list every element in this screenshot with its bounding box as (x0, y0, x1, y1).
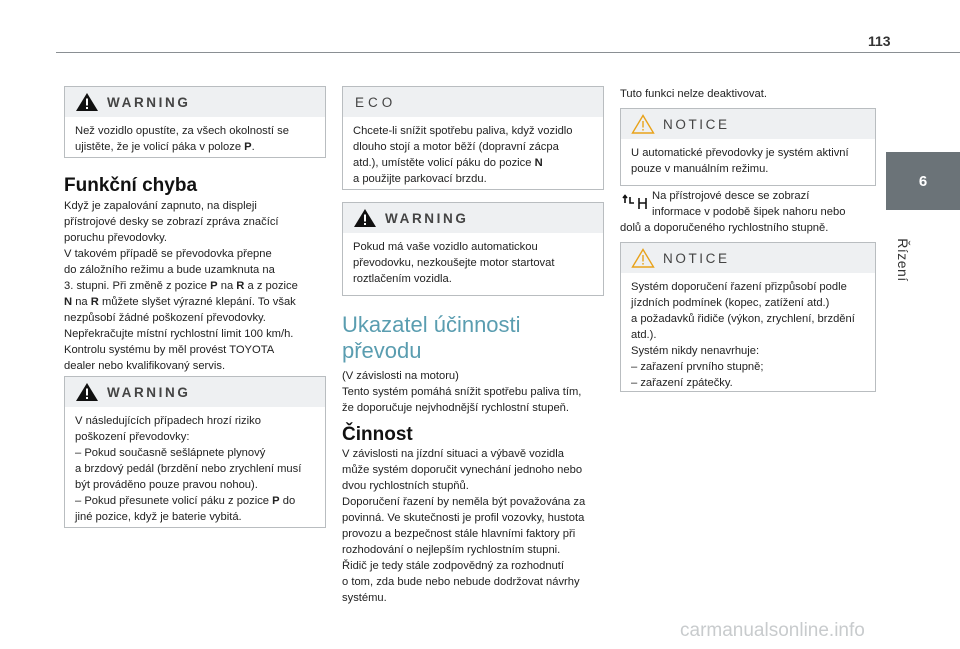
warning-header (343, 203, 603, 233)
icon-paragraph (652, 188, 884, 220)
warning-box-2 (64, 376, 326, 528)
warning-text (65, 117, 325, 163)
text-line: V závislosti na jízdní situaci a výbavě vozidla (342, 448, 564, 460)
page-number: 113 (868, 33, 891, 49)
text-line: a požadavků řidiče (výkon, zrychlení, brzdění (631, 313, 855, 325)
warning-header (65, 377, 325, 407)
text-line: poruchu převodovky. (64, 232, 168, 244)
text-line: Pokud má vaše vozidlo automatickou (353, 241, 538, 253)
text-line: jiné pozice, když je baterie vybitá. (75, 511, 242, 523)
text-line: Řidič je tedy stále zodpovědný za rozhodnutí (342, 560, 565, 572)
text-line: Doporučení řazení by neměla být považována za (342, 496, 586, 508)
text-line: poškození převodovky: (75, 431, 190, 443)
notice-text (621, 139, 875, 185)
notice-triangle-icon (631, 248, 655, 268)
notice-title: NOTICE (663, 116, 730, 132)
text-line: atd.), umístěte volicí páku do pozice N (353, 157, 543, 169)
text-line: – zařazení prvního stupně; (631, 361, 764, 373)
text-line: nezpůsobí žádné poškození převodovky. (64, 312, 266, 324)
notice-title: NOTICE (663, 250, 730, 266)
text-line: Nepřekračujte místní rychlostní limit 100 km/h. (64, 328, 294, 340)
text-line: dlouho stojí a motor běží (dopravní zácpa (353, 141, 559, 153)
heading-cinnost: Činnost (342, 424, 413, 445)
text-line: Než vozidlo opustíte, za všech okolností se (75, 125, 289, 137)
warning-triangle-icon (75, 92, 99, 112)
text-line: V následujících případech hrozí riziko (75, 415, 261, 427)
text-line: dvou rychlostních stupňů. (342, 480, 469, 492)
header-rule (56, 52, 960, 53)
warning-title: WARNING (385, 210, 469, 226)
text-line: a brzdový pedál (brzdění nebo zrychlení musí (75, 463, 302, 475)
text-line: povinná. Ve skutečnosti je profil vozovky, hustota (342, 512, 585, 524)
warning-text (65, 407, 325, 533)
text-line: do záložního režimu a bude uzamknuta na (64, 264, 275, 276)
section-title-line: Ukazatel účinnosti (342, 312, 521, 337)
section-title-line: převodu (342, 338, 422, 363)
text-line: systému. (342, 592, 387, 604)
notice-header (621, 109, 875, 139)
text-line: U automatické převodovky je systém aktivní (631, 147, 849, 159)
notice-box-1 (620, 108, 876, 186)
text-line: roztlačením vozidla. (353, 273, 452, 285)
text-line: informace v podobě šipek nahoru nebo (652, 206, 846, 218)
warning-title: WARNING (107, 94, 191, 110)
text-line: ujistěte, že je volicí páka v poloze P. (75, 141, 255, 153)
eco-header (343, 87, 603, 117)
warning-box-3 (342, 202, 604, 296)
text-line: Tuto funkci nelze deaktivovat. (620, 88, 767, 100)
section-title (342, 312, 521, 364)
chapter-number: 6 (918, 172, 928, 190)
notice-triangle-icon (631, 114, 655, 134)
text-line: – Pokud přesunete volicí páku z pozice P do (75, 495, 296, 507)
watermark: carmanualsonline.info (680, 620, 865, 641)
text-line: přístrojové desky se zobrazí zpráva značící (64, 216, 279, 228)
text-line: – Pokud současně sešlápnete plynový (75, 447, 266, 459)
text-line: V takovém případě se převodovka přepne (64, 248, 272, 260)
text-line: Systém doporučení řazení přizpůsobí podle (631, 281, 847, 293)
notice-text (621, 273, 875, 399)
warning-triangle-icon (75, 382, 99, 402)
section-intro (342, 368, 606, 416)
chapter-label (889, 210, 917, 310)
text-line: atd.). (631, 329, 657, 341)
text-line: dolů a doporučeného rychlostního stupně. (620, 222, 829, 234)
text-line: jízdních podmínek (kopec, zatížení atd.) (631, 297, 830, 309)
text-line: Na přístrojové desce se zobrazí (652, 190, 810, 202)
warning-triangle-icon (353, 208, 377, 228)
text-line: dealer nebo kvalifikovaný servis. (64, 360, 226, 372)
paragraph-funkcni-chyba (64, 198, 328, 374)
col3-intro (620, 86, 880, 102)
text-line: rozhodování o nejlepším rychlostním stupni. (342, 544, 561, 556)
gear-shift-indicator-icon (622, 194, 648, 212)
text-line: Chcete-li snížit spotřebu paliva, když vozidlo (353, 125, 573, 137)
text-line: že doporučuje nejvhodnější rychlostní stupeň. (342, 402, 570, 414)
text-line: N na R můžete slyšet výrazné klepání. To však (64, 296, 296, 308)
text-line: Systém nikdy nenavrhuje: (631, 345, 760, 357)
text-line: pouze v manuálním režimu. (631, 163, 769, 175)
icon-paragraph-cont (620, 220, 882, 236)
warning-header (65, 87, 325, 117)
text-line: může systém doporučit vynechání jednoho nebo (342, 464, 583, 476)
text-line: Tento systém pomáhá snížit spotřebu paliva tím, (342, 386, 582, 398)
warning-text (343, 233, 603, 295)
text-line: Když je zapalování zapnuto, na displeji (64, 200, 257, 212)
paragraph-cinnost (342, 446, 606, 606)
text-line: převodovku, nezkoušejte motor startovat (353, 257, 555, 269)
eco-title: ECO (355, 94, 397, 110)
eco-text (343, 117, 603, 195)
text-line: být prováděno pouze pravou nohou). (75, 479, 258, 491)
chapter-label-text: Řízení (895, 238, 911, 282)
text-line: provozu a bezpečnost stále hlavními faktory při (342, 528, 576, 540)
chapter-tab[interactable] (886, 152, 960, 210)
text-line: o tom, zda bude nebo nebude dodržovat návrhy (342, 576, 580, 588)
warning-box-1 (64, 86, 326, 158)
notice-box-2 (620, 242, 876, 392)
text-line: (V závislosti na motoru) (342, 370, 459, 382)
warning-title: WARNING (107, 384, 191, 400)
notice-header (621, 243, 875, 273)
eco-box (342, 86, 604, 190)
text-line: a použijte parkovací brzdu. (353, 173, 487, 185)
text-line: 3. stupni. Při změně z pozice P na R a z pozice (64, 280, 298, 292)
text-line: Kontrolu systému by měl provést TOYOTA (64, 344, 275, 356)
text-line: – zařazení zpátečky. (631, 377, 733, 389)
heading-funkcni-chyba: Funkční chyba (64, 175, 198, 196)
